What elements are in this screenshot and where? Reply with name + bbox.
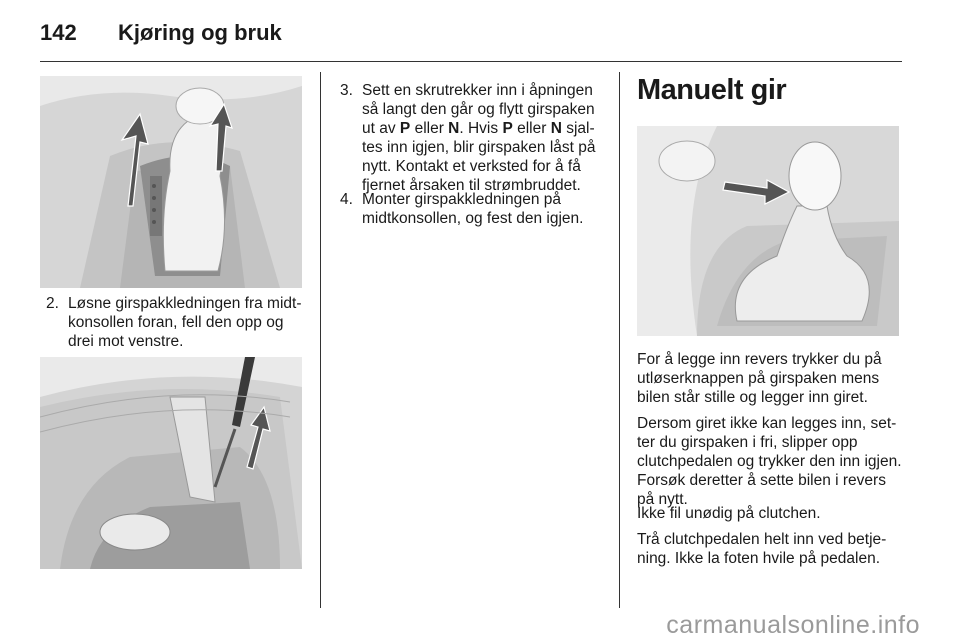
figure-automatic-gear-lever [40,76,302,288]
watermark: carmanualsonline.info [666,611,920,639]
column-divider-right [619,72,620,608]
paragraph-1: For å legge inn revers trykker du på utløserknappen på girspaken mens bilen står stille og legger inn giret. [637,351,882,406]
figure-manual-gear-lever [637,126,899,336]
step-text: Sett en skrutrekker inn i åpningen så langt den går og flytt girspaken ut av [362,82,595,137]
step-text: eller [512,120,551,137]
step-number: 2. [46,295,59,312]
step-text: eller [410,120,449,137]
column-divider-left [320,72,321,608]
step-3 [340,81,605,195]
figure-screwdriver-release [40,357,302,569]
gear-letter-p: P [502,120,513,137]
paragraph-4: Trå clutchpedalen helt inn ved betje-ning. Ikke la foten hvile på pedalen. [637,531,887,567]
step-text: Monter girspakkledningen på midtkonsollen, og fest den igjen. [362,191,584,227]
step-2 [46,294,308,351]
step-number: 3. [340,82,353,99]
paragraph-2: Dersom giret ikke kan legges inn, set-ter du girspaken i fri, slipper opp clutchpedalen og trykker den inn igjen. Forsøk deretter å sette bilen i revers på nytt. [637,415,902,508]
step-text: Løsne girspakkledningen fra midt-konsollen foran, fell den opp og drei mot venstre. [68,295,302,350]
step-text: sjal-tes inn igjen, blir girspaken låst på nytt. Kontakt et verksted for å få fjernet årsaken til strømbruddet. [362,120,596,194]
page-header [40,20,282,46]
header-rule [40,61,902,62]
paragraph-3: Ikke fil unødig på clutchen. [637,505,821,522]
section-heading: Manuelt gir [637,74,787,106]
step-text: . Hvis [459,120,503,137]
step-number: 4. [340,191,353,208]
gear-letter-n: N [550,120,562,137]
step-4 [340,190,605,228]
page-number: 142 [40,20,77,45]
page-title: Kjøring og bruk [118,20,282,45]
gear-letter-n: N [448,120,460,137]
gear-letter-p: P [399,120,411,137]
